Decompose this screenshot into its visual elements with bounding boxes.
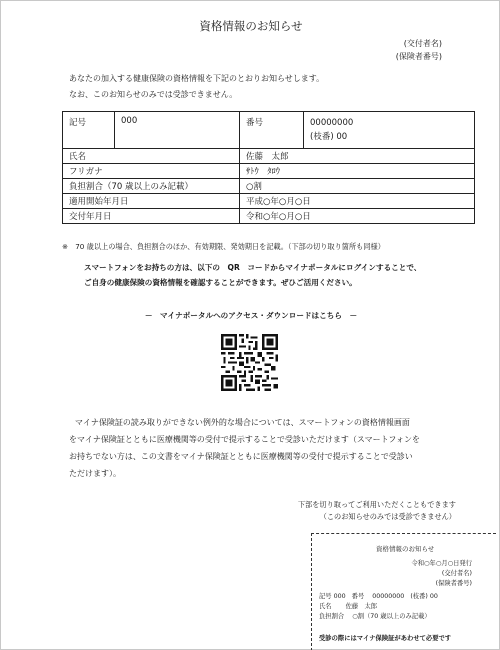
issuer-block <box>396 37 442 63</box>
start-date-value: 平成○年○月○日 <box>240 194 475 209</box>
insurer-number: (保険者番号) <box>395 52 442 61</box>
stub-issue-date: 令和○年○月○日発行 <box>411 560 472 567</box>
body-text <box>69 414 479 482</box>
table-row <box>63 209 475 224</box>
table-row <box>63 194 475 209</box>
body-line-3: お持ちでない方は、この文書をマイナ保険証とともに医療機関等の受付で提示することで受診い <box>69 452 413 461</box>
stub-name-value: 佐藤 太郎 <box>345 603 378 610</box>
cut-off-note <box>1 499 456 523</box>
stub-burden-label: 負担割合 <box>319 613 345 620</box>
stub-burden-value: ○割（70 歳以上のみ記載） <box>352 613 431 620</box>
table-row <box>63 112 475 149</box>
name-label: 氏名 <box>63 149 240 164</box>
document-title: 資格情報のお知らせ <box>199 19 303 33</box>
smartphone-message <box>84 260 421 290</box>
stub-issuer-name: (交付者名) <box>441 570 472 577</box>
name-value: 佐藤 太郎 <box>240 149 475 164</box>
table-row <box>63 179 475 194</box>
issue-date-label: 交付年月日 <box>63 209 240 224</box>
smartphone-message-line-1: スマートフォンをお持ちの方は、以下の QR コードからマイナポータルにログインすることで、 <box>84 263 422 272</box>
eligibility-table <box>62 111 475 224</box>
stub-title: 資格情報のお知らせ <box>376 545 435 553</box>
kigou-label: 記号 <box>63 112 115 149</box>
body-line-4: ただけます）。 <box>69 469 121 478</box>
stub-insurer-number: (保険者番号) <box>435 580 472 587</box>
intro-text <box>69 71 324 103</box>
stub-name-label: 氏名 <box>319 603 332 610</box>
body-line-1-text: マイナ保険証の読み取りができない例外的な場合については、スマートフォンの資格情報画面 <box>75 418 410 427</box>
stub-number-line <box>319 592 438 602</box>
qr-code-icon[interactable] <box>221 334 278 391</box>
table-row <box>63 149 475 164</box>
body-line-1 <box>69 414 479 431</box>
intro-line-2: なお、このお知らせのみでは受診できません。 <box>69 90 238 99</box>
table-row <box>63 164 475 179</box>
cut-off-note-line-2: （このお知らせのみでは受診できません） <box>319 512 456 521</box>
issuer-name: (交付者名) <box>403 39 442 48</box>
bangou-label: 番号 <box>240 112 304 149</box>
stub-edaban: (枝番) 00 <box>410 593 438 600</box>
smartphone-message-line-2: ご自身の健康保険の資格情報を確認することができます。ぜひご活用ください。 <box>84 278 357 287</box>
burden-value: ○割 <box>240 179 475 194</box>
start-date-label: 適用開始年月日 <box>63 194 240 209</box>
body-line-2: をマイナ保険証とともに医療機関等の受付で提示することで受診いただけます（スマートフォンを <box>69 435 421 444</box>
furigana-value: ｻﾄｳ ﾀﾛｳ <box>240 164 475 179</box>
bangou-cell <box>304 112 475 149</box>
intro-line-1: あなたの加入する健康保険の資格情報を下記のとおりお知らせします。 <box>69 74 325 83</box>
stub-kigou-label: 記号 <box>319 593 332 600</box>
stub-bangou-label: 番号 <box>351 593 365 600</box>
table-footnote: ※ 70 歳以上の場合、負担割合のほか、有効期限、発効期日を記載。（下部の切り取り箇所も同様） <box>62 242 385 251</box>
edaban-value: (枝番) 00 <box>310 132 348 142</box>
stub-issue-block <box>411 559 472 589</box>
bangou-value: 00000000 <box>310 118 354 128</box>
kigou-value: 000 <box>115 112 240 149</box>
stub-kigou-value: 000 <box>333 593 346 600</box>
mynaportal-access-heading: － マイナポータルへのアクセス・ダウンロードはこちら － <box>144 311 358 320</box>
stub-required-notice: 受診の際にはマイナ保険証があわせて必要です <box>319 635 452 642</box>
cut-off-note-line-1: 下部を切り取ってご利用いただくこともできます <box>297 500 456 509</box>
stub-burden-line <box>319 612 438 622</box>
furigana-label: フリガナ <box>63 164 240 179</box>
stub-details <box>319 592 438 622</box>
burden-label: 負担割合（70 歳以上のみ記載） <box>63 179 240 194</box>
stub-name-line <box>319 602 438 612</box>
issue-date-value: 令和○年○月○日 <box>240 209 475 224</box>
stub-bangou-value: 00000000 <box>372 593 405 600</box>
